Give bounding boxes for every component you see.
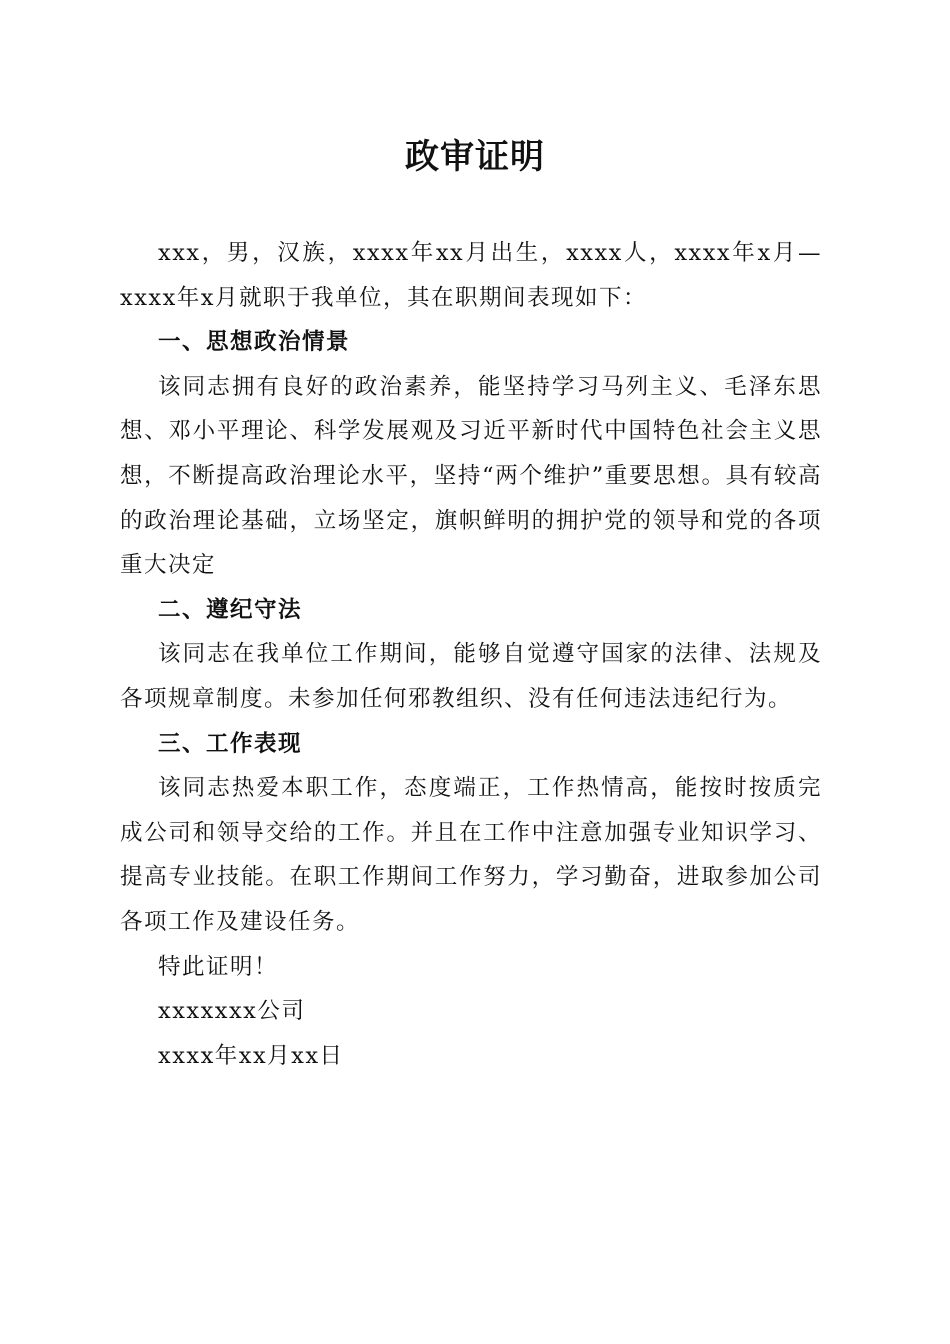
- intro-paragraph: xxx，男，汉族，xxxx年xx月出生，xxxx人，xxxx年x月—xxxx年x月就职于我单位，其在职期间表现如下：: [120, 240, 822, 311]
- closing-line: 特此证明！: [158, 953, 279, 980]
- section-heading-political: 一、思想政治情景: [158, 329, 351, 356]
- document-body: [120, 231, 822, 1078]
- section-heading-work: 三、工作表现: [158, 730, 303, 757]
- document-date: xxxx年xx月xx日: [158, 1042, 344, 1069]
- section-body-work: 该同志热爱本职工作，态度端正，工作热情高，能按时按质完成公司和领导交给的工作。并且在工作中注意加强专业知识学习、提高专业技能。在职工作期间工作努力，学习勤奋，进取参加公司各项工作及建设任务。: [120, 775, 822, 935]
- company-signature: xxxxxxx公司: [158, 998, 306, 1025]
- document-title: 政审证明: [405, 137, 545, 177]
- section-body-law: 该同志在我单位工作期间，能够自觉遵守国家的法律、法规及各项规章制度。未参加任何邪教组织、没有任何违法违纪行为。: [120, 641, 822, 712]
- section-body-political: 该同志拥有良好的政治素养，能坚持学习马列主义、毛泽东思想、邓小平理论、科学发展观及习近平新时代中国特色社会主义思想，不断提高政治理论水平，坚持“两个维护”重要思想。具有较高的政治理论基础，立场坚定，旗帜鲜明的拥护党的领导和党的各项重大决定: [120, 373, 822, 579]
- section-heading-law: 二、遵纪守法: [158, 596, 303, 623]
